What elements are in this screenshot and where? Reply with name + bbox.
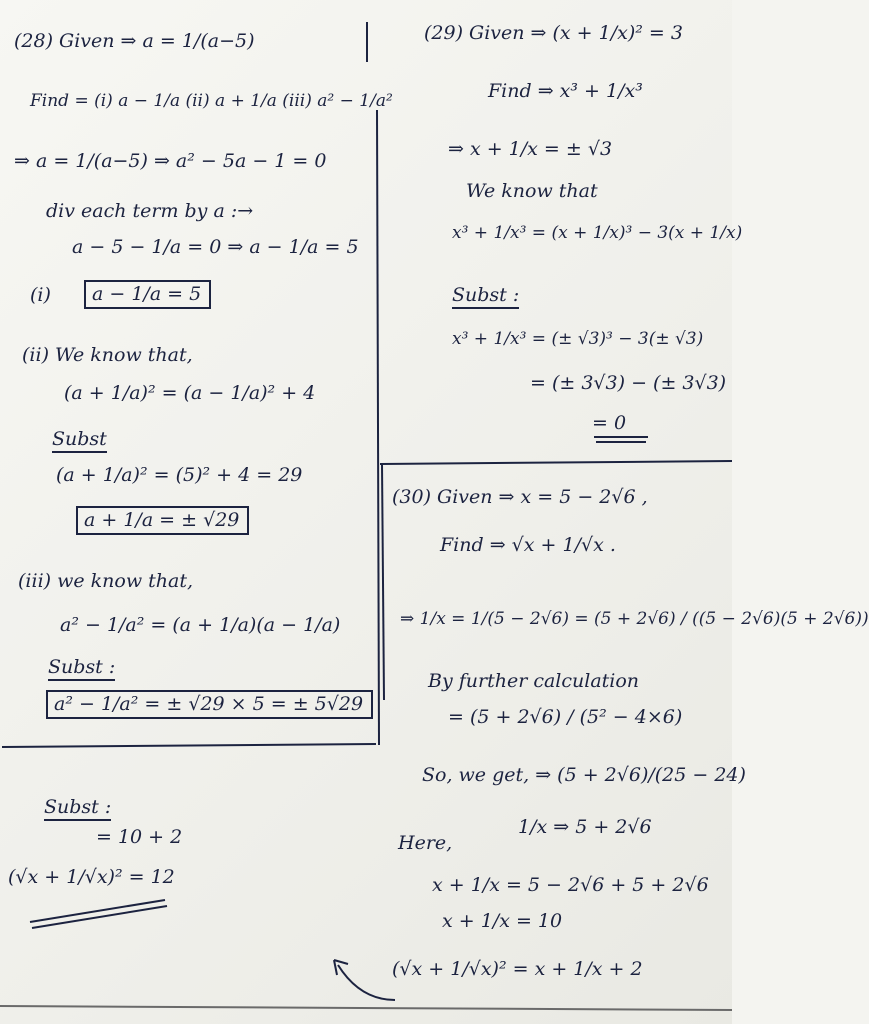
q28-step3: a − 5 − 1/a = 0 ⇒ a − 1/a = 5 <box>72 236 359 258</box>
q28-given: (28) Given ⇒ a = 1/(a−5) <box>14 30 255 52</box>
q28-ans-i-label: (i) <box>30 284 51 306</box>
q29-subst2: = (± 3√3) − (± 3√3) <box>530 372 727 394</box>
q29-identity: x³ + 1/x³ = (x + 1/x)³ − 3(x + 1/x) <box>452 223 743 243</box>
q30-find: Find ⇒ √x + 1/√x . <box>440 534 616 556</box>
result-underline-1 <box>30 900 165 922</box>
q30-left-rule <box>382 464 384 700</box>
q30-cont-value: = 10 + 2 <box>96 826 183 848</box>
continuation-arrow-head <box>334 960 348 975</box>
q28-ii-subst: (a + 1/a)² = (5)² + 4 = 29 <box>56 464 303 486</box>
q30-step4: x + 1/x = 5 − 2√6 + 5 + 2√6 <box>432 874 709 896</box>
q29-answer: = 0 <box>592 412 627 434</box>
q30-step2: = (5 + 2√6) / (5² − 4×6) <box>448 706 683 728</box>
q30-cont-subst-label: Subst : <box>44 796 111 821</box>
q29-subst-label: Subst : <box>452 284 519 309</box>
q28-step2: div each term by a :→ <box>46 200 254 222</box>
q30-cont-result: (√x + 1/√x)² = 12 <box>8 866 175 888</box>
page-bottom-fold <box>0 1006 732 1010</box>
q29-given: (29) Given ⇒ (x + 1/x)² = 3 <box>424 22 683 44</box>
q28-ii-subst-label: Subst <box>52 428 107 453</box>
q29-find: Find ⇒ x³ + 1/x³ <box>488 80 643 102</box>
q30-step1: ⇒ 1/x = 1/(5 − 2√6) = (5 + 2√6) / ((5 − 2√6)(5 + 2√6)) <box>400 609 869 629</box>
q28-answer-ii: a + 1/a = ± √29 <box>76 506 249 535</box>
q28-iii-subst-label: Subst : <box>48 656 115 681</box>
q30-step3: 1/x ⇒ 5 + 2√6 <box>518 816 652 838</box>
q29-step1: ⇒ x + 1/x = ± √3 <box>448 138 613 160</box>
q30-step5: x + 1/x = 10 <box>442 910 563 932</box>
q30-soweget: So, we get, ⇒ (5 + 2√6)/(25 − 24) <box>422 764 746 786</box>
continuation-arrow <box>338 965 395 1000</box>
q28-iii-identity: a² − 1/a² = (a + 1/a)(a − 1/a) <box>60 614 341 636</box>
q28-answer-iii: a² − 1/a² = ± √29 × 5 = ± 5√29 <box>46 690 373 719</box>
q29-bottom-rule <box>380 461 732 464</box>
q28-bottom-rule <box>2 744 376 747</box>
q30-further: By further calculation <box>428 670 640 692</box>
q28-ii-heading: (ii) We know that, <box>22 344 193 366</box>
q30-step6: (√x + 1/√x)² = x + 1/x + 2 <box>392 958 643 980</box>
result-underline-2 <box>32 906 167 928</box>
q28-iii-heading: (iii) we know that, <box>18 570 194 592</box>
q30-here: Here, <box>398 832 453 854</box>
column-divider-main <box>377 110 379 745</box>
q28-ii-identity: (a + 1/a)² = (a − 1/a)² + 4 <box>64 382 316 404</box>
q29-know: We know that <box>466 180 598 202</box>
q28-answer-i: a − 1/a = 5 <box>84 280 211 309</box>
q30-given: (30) Given ⇒ x = 5 − 2√6 , <box>392 486 648 508</box>
q29-subst1: x³ + 1/x³ = (± √3)³ − 3(± √3) <box>452 329 704 349</box>
q28-find: Find = (i) a − 1/a (ii) a + 1/a (iii) a² − 1/a² <box>30 91 393 111</box>
q28-step1: ⇒ a = 1/(a−5) ⇒ a² − 5a − 1 = 0 <box>14 150 327 172</box>
